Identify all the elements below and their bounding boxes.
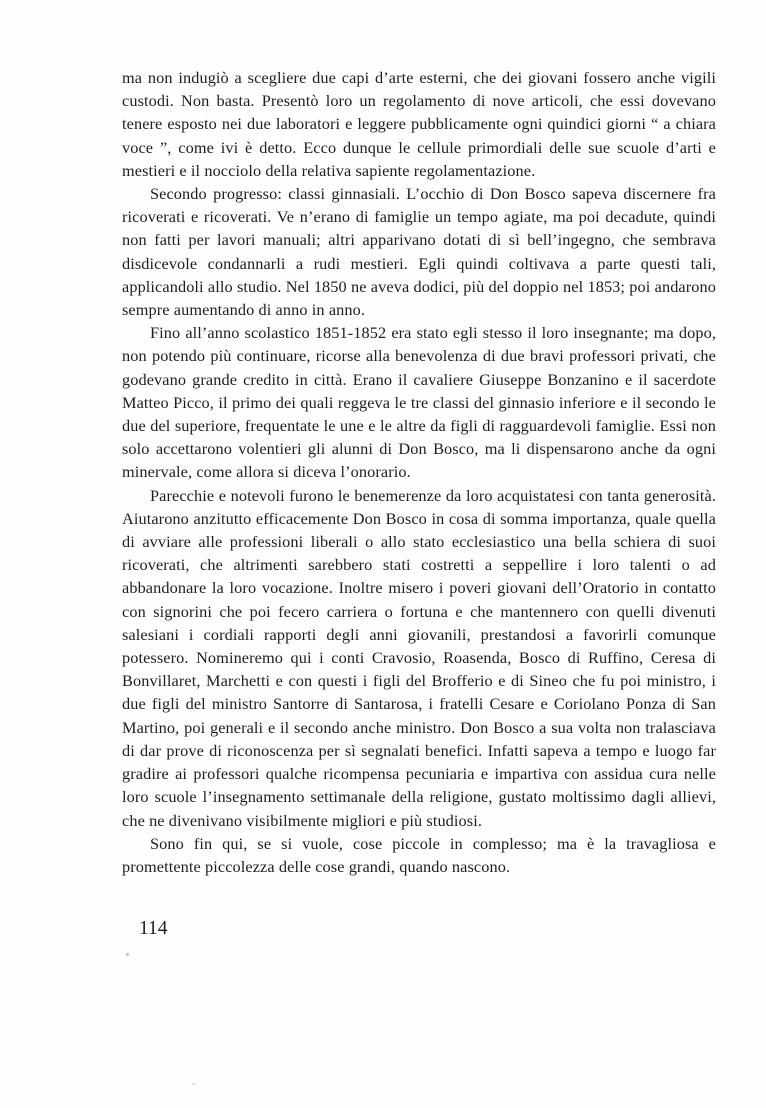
paragraph-continuation: ma non indugiò a scegliere due capi d’arte esterni, che dei giovani fossero anche vigili custodi. Non basta. Presentò loro un regolamento di nove articoli, che essi dovevano tenere esposto nei due laboratori e leggere pubblicamente ogni quindici giorni “ a chiara voce ”, come ivi è detto. Ecco dunque le cellule primordiali delle sue scuole d’arti e mestieri e il nocciolo della relativa sapiente regolamentazione.: [122, 68, 716, 180]
scan-speck: [192, 1083, 196, 1085]
scan-speck: [126, 953, 129, 956]
page-number: 114: [139, 918, 168, 939]
paragraph: Fino all’anno scolastico 1851-1852 era stato egli stesso il loro insegnante; ma dopo, non potendo più continuare, ricorse alla benevolenza di due bravi professori privati, che godevano grande credito in città. Erano il cavaliere Giuseppe Bonzanino e il sacerdote Matteo Picco, il primo dei quali reggeva le tre classi del ginnasio inferiore e il secondo le due del superiore, frequentate le une e le altre da figli di ragguardevoli famiglie. Essi non solo accettarono volentieri gli alunni di Don Bosco, ma li dispensarono anche da ogni minervale, come allora si diceva l’onorario.: [122, 323, 716, 482]
text-block: [122, 66, 716, 878]
paragraph: Sono fin qui, se si vuole, cose piccole in complesso; ma è la travagliosa e promettente piccolezza delle cose grandi, quando nascono.: [122, 833, 716, 876]
paragraph: Parecchie e notevoli furono le benemerenze da loro acquistatesi con tanta generosità. Aiutarono anzitutto efficacemente Don Bosco in cosa di somma importanza, quale quella di avviare alle professioni liberali o allo stato ecclesiastico una bella schiera di suoi ricoverati, che altrimenti sarebbero stati costretti a seppellire i loro talenti o ad abbandonare la loro vocazione. Inoltre misero i poveri giovani dell’Oratorio in contatto con signorini che poi fecero carriera o fortuna e che mantennero con quelli divenuti salesiani i cordiali rapporti degli anni giovanili, prestandosi a favorirli comunque potessero. Nomineremo qui i conti Cravosio, Roasenda, Bosco di Ruffino, Ceresa di Bonvillaret, Marchetti e con questi i figli del Brofferio e di Sineo che fu poi ministro, i due figli del ministro Santorre di Santarosa, i fratelli Cesare e Coriolano Ponza di San Martino, poi generali e il secondo anche ministro. Don Bosco a sua volta non tralasciava di dar prove di riconoscenza per sì segnalati benefici. Infatti sapeva a tempo e luogo far gradire ai professori qualche ricompensa pecuniaria e impartiva con assidua cura nelle loro scuole l’insegnamento settimanale della religione, gustato moltissimo dagli allievi, che ne divenivano visibilmente migliori e più studiosi.: [122, 485, 716, 830]
paragraph: Secondo progresso: classi ginnasiali. L’occhio di Don Bosco sapeva discernere fra ricoverati e ricoverati. Ve n’erano di famiglie un tempo agiate, ma poi decadute, quindi non fatti per lavori manuali; altri apparivano dotati di sì bell’ingegno, che sembrava disdicevole condannarli a rudi mestieri. Egli quindi coltivava a parte questi tali, applicandoli allo studio. Nel 1850 ne aveva dodici, più del doppio nel 1853; poi andarono sempre aumentando di anno in anno.: [122, 184, 716, 320]
